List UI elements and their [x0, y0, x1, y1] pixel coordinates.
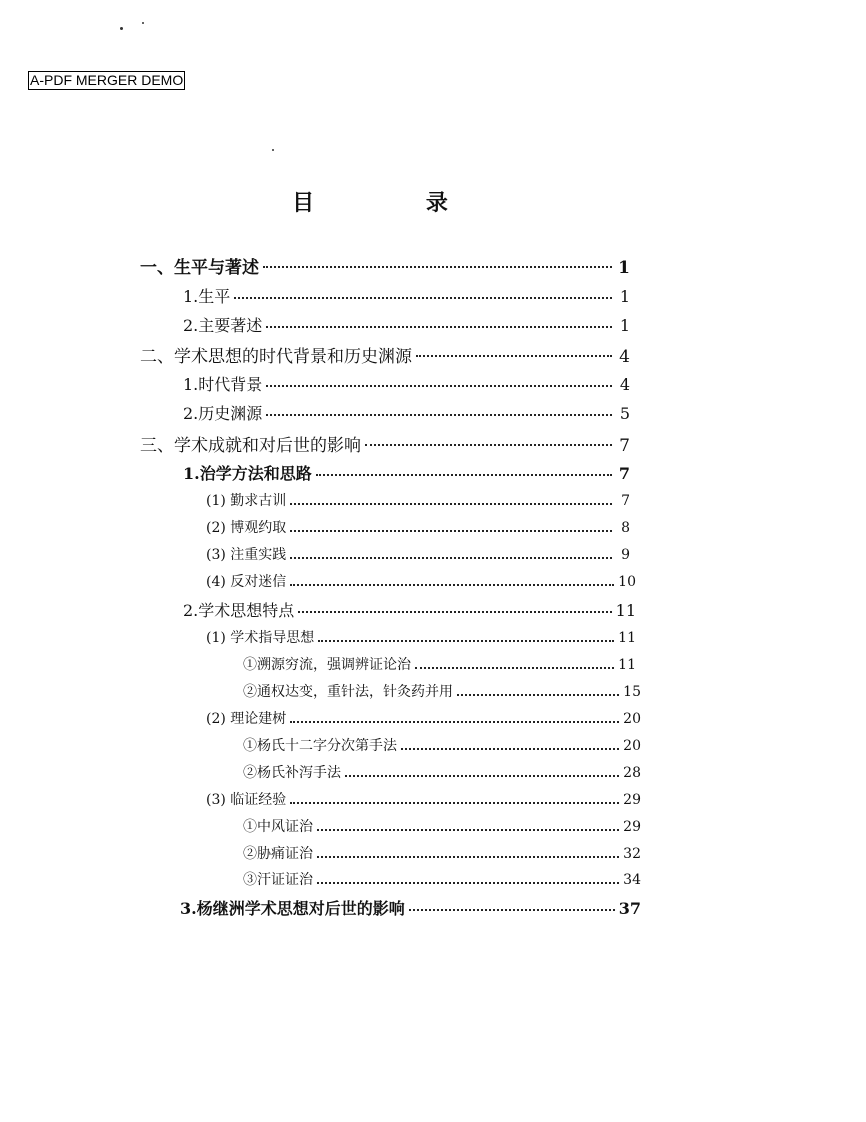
dot-leader [298, 611, 611, 613]
toc-entry[interactable] [183, 401, 630, 423]
toc-entry-label: 2.学术思想特点 [183, 601, 295, 620]
toc-entry-label: ②胁痛证治 [243, 846, 313, 862]
toc-entry[interactable] [183, 372, 630, 394]
scan-speck [272, 149, 274, 151]
toc-entry[interactable] [243, 816, 641, 838]
toc-entry-page: 4 [619, 347, 630, 367]
toc-entry-label: ①中风证治 [243, 819, 313, 835]
toc-entry-label: ①杨氏十二字分次第手法 [243, 738, 397, 754]
dot-leader [457, 694, 619, 696]
page-title: 目 录 [292, 190, 500, 216]
toc-entry-label: (1) 学术指导思想 [206, 630, 315, 646]
toc-entry-page: 32 [623, 846, 641, 862]
toc-entry-page: 8 [621, 520, 630, 536]
toc-entry-label: (4) 反对迷信 [206, 574, 287, 590]
dot-leader [266, 326, 612, 328]
toc-entry[interactable] [183, 313, 630, 335]
toc-entry-label: ②通权达变，重针法，针灸药并用 [243, 684, 453, 700]
toc-entry-label: (2) 理论建树 [206, 711, 287, 727]
toc-entry[interactable] [206, 544, 630, 566]
toc-entry-page: 20 [623, 711, 641, 727]
dot-leader [234, 297, 612, 299]
toc-entry-label: ③汗证证治 [243, 872, 313, 888]
toc-entry[interactable] [243, 762, 641, 784]
dot-leader [317, 856, 619, 858]
toc-entry[interactable] [243, 681, 641, 703]
dot-leader [317, 882, 619, 884]
toc-entry-label: 三、学术成就和对后世的影响 [140, 436, 361, 456]
toc-entry-page: 7 [621, 493, 630, 509]
toc-entry[interactable] [243, 654, 636, 676]
toc-entry[interactable] [243, 843, 641, 865]
toc-entry-label: 一、生平与著述 [140, 258, 259, 278]
toc-entry[interactable] [243, 869, 641, 891]
toc-entry-page: 9 [621, 547, 630, 563]
toc-entry[interactable] [206, 571, 636, 593]
toc-entry-label: (3) 临证经验 [206, 792, 287, 808]
toc-entry[interactable] [183, 461, 630, 483]
toc-entry[interactable] [140, 342, 630, 367]
toc-entry[interactable] [206, 708, 641, 730]
toc-entry[interactable] [206, 490, 630, 512]
dot-leader [318, 640, 614, 642]
toc-entry-label: 3.杨继洲学术思想对后世的影响 [180, 899, 405, 918]
toc-entry-page: 37 [618, 899, 641, 918]
dot-leader [266, 414, 612, 416]
toc-entry[interactable] [140, 431, 630, 456]
toc-entry-page: 1 [619, 287, 630, 306]
dot-leader [290, 503, 612, 505]
dot-leader [290, 802, 619, 804]
scan-speck [142, 22, 144, 24]
toc-entry-page: 1 [619, 316, 630, 335]
toc-entry-label: (2) 博观约取 [206, 520, 287, 536]
dot-leader [416, 355, 612, 357]
toc-entry-page: 1 [618, 258, 630, 278]
watermark: A-PDF MERGER DEMO [30, 72, 184, 88]
toc-entry-page: 7 [619, 436, 630, 456]
toc-entry[interactable] [140, 253, 630, 278]
dot-leader [290, 530, 612, 532]
dot-leader [401, 748, 619, 750]
toc-entry-page: 29 [623, 792, 641, 808]
toc-entry-page: 7 [618, 464, 630, 483]
toc-entry-label: ②杨氏补泻手法 [243, 765, 341, 781]
dot-leader [266, 385, 612, 387]
toc-entry-page: 28 [623, 765, 641, 781]
dot-leader [409, 909, 615, 911]
dot-leader [263, 266, 612, 268]
toc-entry-label: 1.时代背景 [183, 375, 263, 394]
dot-leader [316, 474, 612, 476]
toc-entry[interactable] [183, 598, 636, 620]
scan-speck [120, 27, 123, 30]
dot-leader [317, 829, 619, 831]
toc-entry-label: 2.主要著述 [183, 316, 263, 335]
toc-entry-label: (3) 注重实践 [206, 547, 287, 563]
toc-entry-page: 11 [618, 630, 636, 646]
toc-entry[interactable] [206, 627, 636, 649]
toc-entry-label: 1.生平 [183, 287, 231, 306]
toc-entry-page: 29 [623, 819, 641, 835]
dot-leader [365, 444, 612, 446]
toc-entry-page: 34 [623, 872, 641, 888]
toc-entry-label: (1) 勤求古训 [206, 493, 287, 509]
toc-entry-label: 2.历史渊源 [183, 404, 263, 423]
toc-entry-label: 1.治学方法和思路 [183, 464, 312, 483]
toc-entry-page: 10 [618, 574, 636, 590]
toc-entry-page: 11 [618, 657, 636, 673]
toc-entry-label: 二、学术思想的时代背景和历史渊源 [140, 347, 412, 367]
toc-entry-page: 5 [619, 404, 630, 423]
toc-entry-page: 11 [615, 601, 636, 620]
dot-leader [415, 667, 614, 669]
toc-entry-label: ①溯源穷流，强调辨证论治 [243, 657, 411, 673]
toc-entry-page: 4 [619, 375, 630, 394]
toc-entry[interactable] [206, 789, 641, 811]
dot-leader [290, 557, 612, 559]
dot-leader [290, 584, 614, 586]
toc-entry-page: 15 [623, 684, 641, 700]
toc-entry[interactable] [180, 896, 641, 918]
dot-leader [345, 775, 619, 777]
toc-entry[interactable] [206, 517, 630, 539]
toc-entry[interactable] [183, 284, 630, 306]
toc-entry-page: 20 [623, 738, 641, 754]
dot-leader [290, 721, 619, 723]
toc-entry[interactable] [243, 735, 641, 757]
